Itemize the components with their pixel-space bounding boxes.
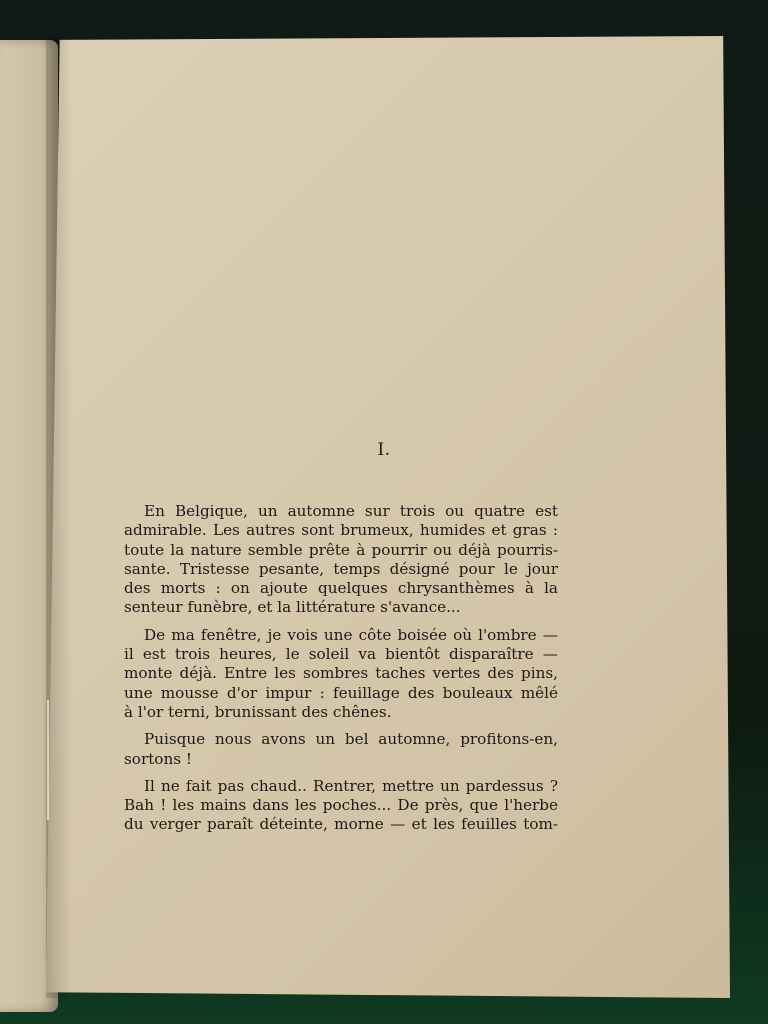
text-line: En Belgique, un automne sur trois ou quatre est <box>144 502 558 520</box>
text-line: sortons ! <box>124 749 192 768</box>
text-line: une mousse d'or impur : feuillage des bouleaux mêlé <box>124 683 558 702</box>
binding-thread <box>47 700 58 820</box>
text-line: De ma fenêtre, je vois une côte boisée où l'ombre — <box>144 625 558 644</box>
paragraph-3 <box>124 730 558 769</box>
text-line: il est trois heures, le soleil va bientôt disparaître — <box>124 645 558 664</box>
text-line: admirable. Les autres sont brumeux, humides et gras : <box>124 521 558 540</box>
text-line: monte déjà. Entre les sombres taches vertes des pins, <box>124 664 558 683</box>
text-line: des morts : on ajoute quelques chrysanthèmes à la <box>124 579 558 598</box>
text-line: sante. Tristesse pesante, temps désigné pour le jour <box>124 559 558 578</box>
paragraph-1 <box>124 502 558 618</box>
text-line: senteur funèbre, et la littérature s'avance... <box>124 598 461 617</box>
paragraph-4 <box>124 777 558 835</box>
text-line: à l'or terni, brunissant des chênes. <box>124 702 392 721</box>
text-line: toute la nature semble prête à pourrir ou déjà pourris- <box>124 540 558 559</box>
paragraph-2 <box>124 626 558 722</box>
text-line: Puisque nous avons un bel automne, profitons-en, <box>144 730 558 749</box>
text-line: du verger paraît déteinte, morne — et les feuilles tom- <box>124 815 558 834</box>
body-text <box>124 502 558 843</box>
chapter-number: I. <box>377 440 391 460</box>
text-line: Il ne fait pas chaud.. Rentrer, mettre un pardessus ? <box>144 776 558 795</box>
text-line: Bah ! les mains dans les poches... De près, que l'herbe <box>124 796 558 815</box>
